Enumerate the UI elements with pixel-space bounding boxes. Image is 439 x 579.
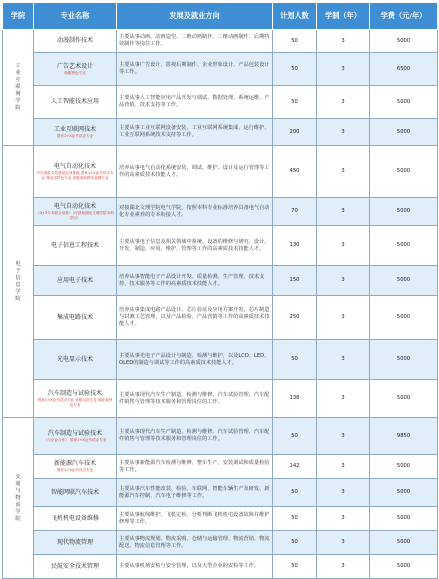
major-note: 中央财政支持建设实训基地 国家1+X证书试点专业 湖北省特色专业 省级高职教育品牌专业 [36, 170, 114, 180]
college-name: 电子信息学院 [15, 260, 21, 302]
table-row [3, 198, 438, 226]
plan-cell: 50 [273, 531, 317, 555]
years-cell: 3 [317, 531, 370, 555]
plan-cell: 450 [273, 146, 317, 198]
major-name: 飞机机电设备维修 [50, 514, 99, 522]
plan-cell: 138 [273, 380, 317, 418]
college-name: 交通与物流学院 [15, 473, 21, 522]
major-name: 人工智能技术应用 [50, 98, 99, 105]
plan-cell: 50 [273, 555, 317, 579]
years-cell: 3 [317, 507, 370, 531]
direction-cell: 主要从事光电子产品设计与制造、检测与维护，以及LCD、LED、OLED的制造与调试等工作的高素质技术技能人才。 [117, 340, 273, 380]
major-cell [34, 455, 117, 479]
years-cell: 3 [317, 555, 370, 579]
major-name: 广告艺术设计 [56, 62, 93, 70]
table-row [3, 531, 438, 555]
years-cell: 3 [317, 119, 370, 146]
years-cell: 3 [317, 86, 370, 119]
plan-cell: 200 [273, 119, 317, 146]
years-cell: 3 [317, 418, 370, 455]
table-row [3, 30, 438, 53]
plan-cell: 50 [273, 86, 317, 119]
tuition-cell: 5000 [370, 455, 438, 479]
table-row [3, 226, 438, 266]
major-cell [34, 266, 117, 296]
plan-cell: 250 [273, 296, 317, 340]
years-cell: 3 [317, 479, 370, 507]
direction-cell: 主要从事广告设计、影视后期制作、企业形象设计、产品包装设计等工作。 [117, 53, 273, 86]
major-name: 汽车制造与试验技术 [47, 429, 102, 437]
major-note: 国家1+X证书试点专业 [56, 468, 94, 473]
major-cell [34, 226, 117, 266]
major-name: 汽车制造与试验技术 [47, 389, 102, 397]
table-row [3, 146, 438, 198]
major-cell [34, 340, 117, 380]
years-cell: 3 [317, 30, 370, 53]
table-row [3, 507, 438, 531]
college-cell [3, 30, 34, 146]
major-name: 光电显示技术 [56, 355, 93, 363]
major-name: 电气自动化技术 [53, 162, 96, 170]
tuition-cell: 5000 [370, 226, 438, 266]
major-name: 电气自动化技术 [53, 202, 96, 210]
table-row [3, 555, 438, 579]
plan-cell: 50 [273, 418, 317, 455]
major-name: 动漫制作技术 [56, 37, 93, 44]
tuition-cell: 5000 [370, 380, 438, 418]
plan-cell: 70 [273, 198, 317, 226]
table-body [3, 30, 438, 579]
major-cell [34, 296, 117, 340]
major-name: 工业互联网技术 [53, 125, 96, 133]
header-major: 专业名称 [34, 3, 117, 30]
years-cell: 3 [317, 53, 370, 86]
direction-cell: 主要从事机场安检与安全管理，以及大型企业的安检等工作。 [117, 555, 273, 579]
tuition-cell: 5000 [370, 296, 438, 340]
years-cell: 3 [317, 340, 370, 380]
direction-cell: 主要从事电子信息及相关领域中系统、设备的维修与研究、设计、开发、制造、应用、维护、管理等工作的高素质技术技能人才。 [117, 226, 273, 266]
table-row [3, 479, 438, 507]
major-name: 民航安全技术管理 [50, 562, 99, 570]
plan-cell: 50 [273, 479, 317, 507]
header-direction: 发展及就业方向 [117, 3, 273, 30]
major-cell [34, 531, 117, 555]
years-cell: 3 [317, 198, 370, 226]
tuition-cell: 5000 [370, 507, 438, 531]
direction-cell: 主要从事现代汽车生产制造、检测与维修、汽车试验管理、汽车配件销售与管理等技术服务和管理岗位的工作。 [117, 418, 273, 455]
header-plan: 计划人数 [273, 3, 317, 30]
years-cell: 3 [317, 226, 370, 266]
major-cell [34, 53, 117, 86]
tuition-cell: 5000 [370, 479, 438, 507]
table-row [3, 418, 438, 455]
table-row [3, 53, 438, 86]
direction-cell: 主要从事汽车性能改装、检验、车联网、智能车辆生产及研发、新能源汽车控制、汽车电子维修等工作。 [117, 479, 273, 507]
tuition-cell: 5000 [370, 198, 438, 226]
plan-cell: 142 [273, 455, 317, 479]
direction-cell: 培养从事智能电子产品设计开发、质量检测、生产管理、技术支持、技术服务等工作的高素质技术技能人才。 [117, 266, 273, 296]
tuition-cell: 5000 [370, 119, 438, 146]
table-row [3, 380, 438, 418]
tuition-cell: 5000 [370, 555, 438, 579]
tuition-cell: 5000 [370, 86, 438, 119]
college-cell [3, 146, 34, 418]
tuition-cell: 5000 [370, 146, 438, 198]
major-cell [34, 380, 117, 418]
major-note: （与企业合作） 国家1+X证书试点专业 [43, 437, 107, 442]
major-note: 国家1+X证书试点专业 省级示范专业 湖北省特色专业 [37, 397, 113, 407]
major-cell [34, 418, 117, 455]
tuition-cell: 5000 [370, 30, 438, 53]
header-tuition: 学费（元/年） [370, 3, 438, 30]
table-row [3, 296, 438, 340]
major-cell [34, 86, 117, 119]
major-cell [34, 146, 117, 198]
header-college: 学院 [3, 3, 34, 30]
major-cell [34, 30, 117, 53]
major-name: 集成电路技术 [56, 313, 93, 321]
table-header-row [3, 3, 438, 30]
tuition-cell: 5000 [370, 266, 438, 296]
direction-cell: 培养从事电气自动化系统安装、调试、维护、设计及运行管理等工作的高素质技术技能人才。 [117, 146, 273, 198]
direction-cell: 主要从事现代汽车生产制造、检测与维修、汽车试验管理、汽车配件销售与管理等技术服务和管理岗位的工作。 [117, 380, 273, 418]
major-cell [34, 507, 117, 531]
direction-cell: 主要从事动画、动画造型、二维动画制作、三维动画制作、后期特效制作等岗位工作。 [117, 30, 273, 53]
major-name: 智能网联汽车技术 [50, 488, 99, 496]
enrollment-table [2, 2, 438, 579]
major-name: 新能源汽车技术 [53, 460, 96, 468]
direction-cell: 主要从事航线维护、飞机定检、分析判断飞机机电设备故障并维护修理等工作。 [117, 507, 273, 531]
header-years: 学制（年） [317, 3, 370, 30]
table-row [3, 119, 438, 146]
direction-cell: 主要从事人工智能应用产品开发与调试、数据处理、系统运维、产品营销、技术支持等工作。 [117, 86, 273, 119]
major-note: （3+2专本联合培养）（可获取湖北文理学院本科学历） [36, 210, 114, 220]
direction-cell: 主要从事工业互联网设备安装、工业互联网系统集成、运行维护、工业互联网系统技术支持等工作。 [117, 119, 273, 146]
major-note: 校级特色专业 [64, 70, 86, 75]
major-cell [34, 198, 117, 226]
table-row [3, 455, 438, 479]
major-cell [34, 479, 117, 507]
direction-cell: 培养从事集成电路产品设计、芯片验证及应用方案开发、芯片制造与封测工艺管理、以及产品检验、产品营销等工作的高素质技术技能人才。 [117, 296, 273, 340]
direction-cell: 对接湖北文理学院电气学院，按照本科专业标准培养具备电气自动化专业素养的专本衔接人才。 [117, 198, 273, 226]
years-cell: 3 [317, 380, 370, 418]
table-row [3, 340, 438, 380]
direction-cell: 主要从事新能源汽车检测与维修、整车生产、安装调试和质量检验等工作。 [117, 455, 273, 479]
years-cell: 3 [317, 455, 370, 479]
years-cell: 3 [317, 146, 370, 198]
years-cell: 3 [317, 266, 370, 296]
plan-cell: 150 [273, 266, 317, 296]
major-name: 现代物流管理 [56, 538, 93, 546]
major-note: 国家1+X证书试点专业 [56, 133, 94, 138]
table-row [3, 86, 438, 119]
college-name: 工业互联网学院 [15, 63, 21, 111]
plan-cell: 50 [273, 30, 317, 53]
tuition-cell: 6500 [370, 53, 438, 86]
college-cell [3, 418, 34, 579]
major-cell [34, 119, 117, 146]
major-name: 电子信息工程技术 [50, 241, 99, 249]
years-cell: 3 [317, 296, 370, 340]
plan-cell: 50 [273, 507, 317, 531]
tuition-cell: 9850 [370, 418, 438, 455]
tuition-cell: 5000 [370, 531, 438, 555]
plan-cell: 50 [273, 340, 317, 380]
major-name: 应用电子技术 [56, 276, 93, 284]
direction-cell: 主要从事物流规划、物流采购、仓储与运输管理、物流营销、物流配送、物流信息管理等工作。 [117, 531, 273, 555]
plan-cell: 50 [273, 53, 317, 86]
table-row [3, 266, 438, 296]
plan-cell: 130 [273, 226, 317, 266]
major-cell [34, 555, 117, 579]
tuition-cell: 5000 [370, 340, 438, 380]
